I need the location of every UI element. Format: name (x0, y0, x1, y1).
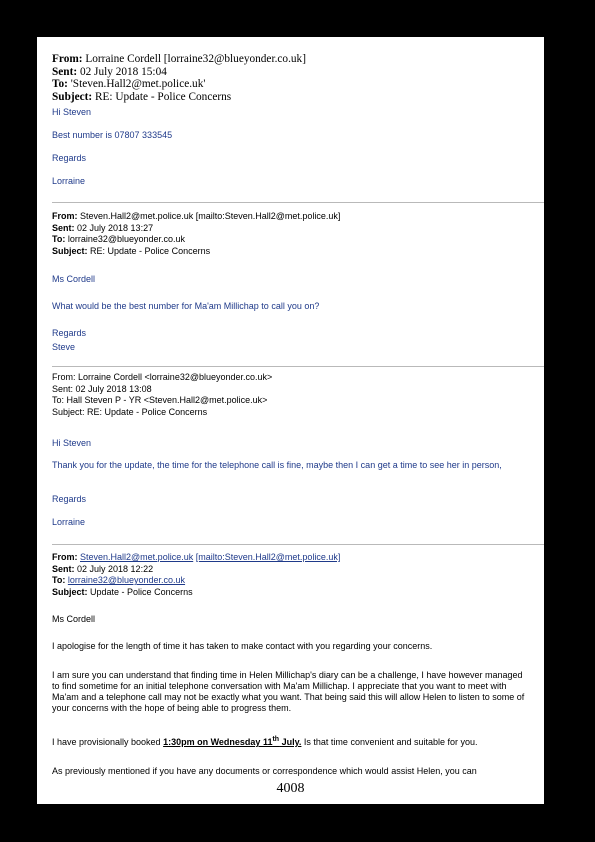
para3-sup: th (272, 736, 280, 743)
sent-value: 02 July 2018 13:27 (77, 222, 154, 233)
subject-label: Subject: (52, 90, 93, 103)
sent-value: 02 July 2018 12:22 (77, 563, 154, 574)
sent-label: Sent: (52, 383, 74, 394)
from-value: Lorraine Cordell [lorraine32@blueyonder.co.uk] (85, 53, 306, 65)
subject-label: Subject: (52, 245, 88, 256)
email1-body-line: Best number is 07807 333545 (52, 130, 173, 140)
email3-header (52, 372, 532, 418)
separator (52, 202, 544, 203)
email2-body-regards: Regards (52, 328, 87, 338)
email4-para3 (52, 737, 532, 748)
to-label: To: (52, 78, 68, 90)
to-label: To: (52, 575, 66, 586)
to-value: 'Steven.Hall2@met.police.uk' (70, 78, 206, 90)
email3-body-para: Thank you for the update, the time for the telephone call is fine, maybe then I can get a time to see her in person, (52, 460, 502, 470)
email2-body-signoff: Steve (52, 342, 76, 352)
separator (52, 544, 544, 545)
subject-value: Update - Police Concerns (90, 586, 193, 597)
from-label: From: (52, 53, 83, 65)
from-label: From: (52, 372, 76, 382)
subject-value: RE: Update - Police Concerns (90, 245, 211, 256)
subject-value: RE: Update - Police Concerns (95, 90, 232, 103)
subject-label: Subject: (52, 586, 88, 597)
para3-text: I have provisionally booked (52, 737, 164, 747)
to-value: Hall Steven P - YR <Steven.Hall2@met.police.uk> (66, 395, 268, 406)
to-label: To: (52, 395, 65, 406)
from-email-link[interactable]: Steven.Hall2@met.police.uk (80, 552, 194, 562)
email2-body-line: What would be the best number for Ma'am Millichap to call you on? (52, 301, 320, 311)
from-label: From: (52, 552, 78, 562)
sent-label: Sent: (52, 563, 75, 574)
email4-header (52, 552, 532, 598)
from-value: Lorraine Cordell <lorraine32@blueyonder.co.uk> (78, 372, 273, 382)
para3-month: July. (279, 737, 302, 747)
to-label: To: (52, 234, 66, 245)
email4-para2: I am sure you can understand that finding time in Helen Millichap's diary can be a challenge, I have however managed to find sometime for an initial telephone conversation with Ma'am Millichap. I appreciate that you want to meet with Ma'am and a telephone call may not be exactly what you want. That being said this will allow Helen to listen to some of your concerns with the hope of being able to progress them. (52, 670, 525, 713)
to-email-link[interactable]: lorraine32@blueyonder.co.uk (67, 575, 186, 586)
from-value: Steven.Hall2@met.police.uk [mailto:Steven.Hall2@met.police.uk] (80, 211, 341, 221)
sent-value: 02 July 2018 13:08 (75, 383, 152, 394)
subject-label: Subject: (52, 406, 85, 417)
email1-body-regards: Regards (52, 153, 87, 163)
email4-para1: I apologise for the length of time it has taken to make contact with you regarding your concerns. (52, 641, 433, 651)
para3-date: 1:30pm on Wednesday 11 (163, 737, 273, 747)
email1-body-greeting: Hi Steven (52, 107, 92, 117)
sent-label: Sent: (52, 65, 78, 78)
email3-body-signoff: Lorraine (52, 517, 86, 527)
email1-header (52, 53, 532, 103)
to-value: lorraine32@blueyonder.co.uk (67, 234, 186, 245)
para3-question: Is that time convenient and suitable for you. (301, 737, 478, 747)
from-mailto-link[interactable]: [mailto:Steven.Hall2@met.police.uk] (195, 552, 341, 562)
email3-body-regards: Regards (52, 494, 87, 504)
page-number: 4008 (276, 781, 305, 796)
sent-label: Sent: (52, 222, 75, 233)
email4-greeting: Ms Cordell (52, 614, 96, 624)
email2-header (52, 211, 532, 257)
subject-value: RE: Update - Police Concerns (87, 406, 208, 417)
email2-body-greeting: Ms Cordell (52, 274, 96, 284)
email4-para4: As previously mentioned if you have any documents or correspondence which would assist Helen, you can (52, 766, 477, 776)
email1-body-signoff: Lorraine (52, 176, 86, 186)
sent-value: 02 July 2018 15:04 (79, 65, 167, 78)
document-page (37, 37, 544, 804)
separator (52, 366, 544, 367)
email3-body-greeting: Hi Steven (52, 438, 92, 448)
from-label: From: (52, 211, 78, 221)
